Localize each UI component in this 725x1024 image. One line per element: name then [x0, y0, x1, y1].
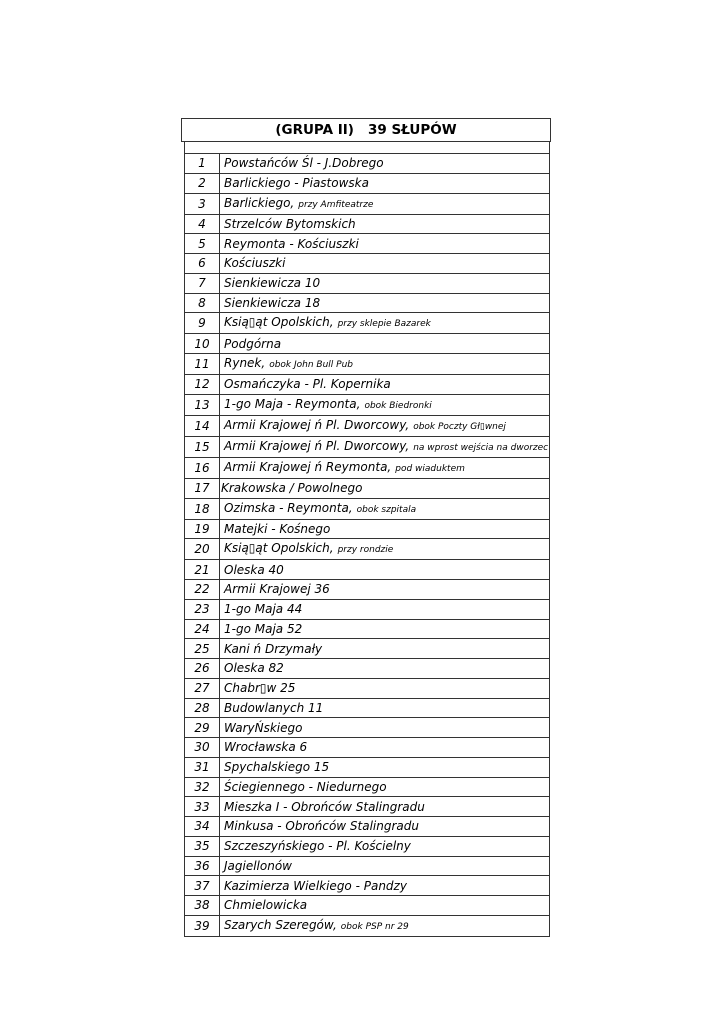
row-number: 35	[185, 836, 220, 856]
stop-name: Budowlanych 11	[224, 700, 324, 715]
stop-location	[220, 436, 550, 457]
table-row	[185, 539, 550, 560]
row-number: 12	[185, 375, 220, 395]
stop-location	[220, 718, 550, 738]
stop-name: Ściegiennego - Niedurnego	[224, 779, 387, 794]
stop-note: obok Biedronki	[364, 400, 432, 411]
stop-name: Mieszka I - Obrońców Stalingradu	[224, 799, 425, 814]
table-row	[185, 415, 550, 436]
stop-name: Oleska 40	[224, 562, 284, 577]
stop-note: przy sklepie Bazarek	[337, 319, 431, 330]
row-number: 3	[185, 193, 220, 214]
row-number: 27	[185, 678, 220, 698]
row-number: 36	[185, 856, 220, 876]
stop-name: Reymonta - Kościuszki	[224, 236, 359, 251]
stop-name: Sienkiewicza 10	[224, 276, 321, 291]
stop-name: Armii Krajowej ń Pl. Dworcowy,	[224, 438, 410, 453]
row-number: 21	[185, 560, 220, 580]
stop-location	[220, 173, 550, 193]
table-row	[185, 599, 550, 619]
stop-location	[220, 678, 550, 698]
stop-name: Barlickiego,	[224, 195, 295, 210]
row-number: 23	[185, 599, 220, 619]
table-row	[185, 896, 550, 916]
row-number: 17	[185, 478, 220, 498]
stop-location	[220, 876, 550, 896]
row-number: 25	[185, 639, 220, 659]
table-row	[185, 293, 550, 313]
row-number: 33	[185, 797, 220, 817]
table-row	[185, 698, 550, 718]
table-row	[185, 457, 550, 478]
stop-location	[220, 738, 550, 758]
stop-name: Ozimska - Reymonta,	[224, 500, 353, 515]
stop-name: Strzelców Bytomskich	[224, 216, 356, 231]
table-row	[185, 560, 550, 580]
stop-name: Chmielowicka	[224, 898, 308, 913]
row-number: 13	[185, 394, 220, 415]
stop-location	[220, 777, 550, 797]
stop-location	[220, 619, 550, 639]
table-row	[185, 394, 550, 415]
stop-name: Barlickiego - Piastowska	[224, 176, 369, 191]
stop-name: Kani ń Drzymały	[224, 641, 323, 656]
table-row	[185, 193, 550, 214]
row-number: 22	[185, 580, 220, 600]
stop-name: Podgórna	[224, 336, 282, 351]
stop-name: Ksią▯ąt Opolskich,	[224, 315, 334, 330]
stop-name: Wrocławska 6	[224, 740, 308, 755]
row-number: 6	[185, 254, 220, 274]
stop-name: Minkusa - Obrońców Stalingradu	[224, 819, 419, 834]
row-number: 30	[185, 738, 220, 758]
table-row	[185, 214, 550, 234]
stop-location	[220, 394, 550, 415]
stop-note: obok John Bull Pub	[269, 360, 354, 370]
table-row	[185, 797, 550, 817]
stop-location	[220, 214, 550, 234]
stop-name: Szczeszyńskiego - Pl. Kościelny	[224, 839, 411, 854]
stop-location	[220, 254, 550, 274]
table-row	[185, 619, 550, 639]
stop-name: Matejki - Kośnego	[224, 521, 331, 536]
stop-location	[220, 375, 550, 395]
stop-name: Krakowska / Powolnego	[221, 481, 363, 496]
stop-location	[220, 234, 550, 254]
row-number: 11	[185, 354, 220, 375]
row-number: 28	[185, 698, 220, 718]
stop-name: Armii Krajowej ń Reymonta,	[224, 459, 392, 474]
table-row	[185, 876, 550, 896]
table-row	[185, 718, 550, 738]
stop-name: Kazimierza Wielkiego - Pandzy	[224, 878, 407, 893]
stop-location	[220, 797, 550, 817]
table-row	[185, 313, 550, 334]
table-row	[185, 519, 550, 539]
row-number: 24	[185, 619, 220, 639]
row-number: 31	[185, 757, 220, 777]
row-number: 37	[185, 876, 220, 896]
table-row	[185, 678, 550, 698]
row-number: 26	[185, 659, 220, 679]
stop-name: WaryŃskiego	[224, 720, 303, 735]
row-number: 18	[185, 498, 220, 519]
row-number: 39	[185, 915, 220, 936]
stop-location	[220, 415, 550, 436]
stop-location	[220, 560, 550, 580]
table-row	[185, 478, 550, 498]
stop-name: Armii Krajowej ń Pl. Dworcowy,	[224, 417, 410, 432]
stop-name: Chabr▯w 25	[224, 681, 296, 696]
stop-location	[220, 478, 550, 498]
stop-location	[220, 457, 550, 478]
table-row	[185, 856, 550, 876]
stop-note: przy rondzie	[337, 545, 394, 556]
table-row	[185, 757, 550, 777]
stop-name: Szarych Szeregów,	[224, 917, 337, 932]
row-number: 38	[185, 896, 220, 916]
stop-location	[220, 915, 550, 936]
stop-location	[220, 313, 550, 334]
stops-table	[184, 153, 550, 937]
stop-note: obok Poczty Gł▯wnej	[413, 421, 506, 432]
stop-location	[220, 639, 550, 659]
table-row	[185, 659, 550, 679]
row-number: 2	[185, 173, 220, 193]
table-row	[185, 915, 550, 936]
stop-name: Oleska 82	[224, 661, 284, 676]
table-row	[185, 777, 550, 797]
row-number: 19	[185, 519, 220, 539]
row-number: 9	[185, 313, 220, 334]
table-row	[185, 738, 550, 758]
stop-location	[220, 273, 550, 293]
table-row	[185, 234, 550, 254]
stop-note: obok szpitala	[356, 504, 417, 515]
stop-location	[220, 856, 550, 876]
stop-location	[220, 519, 550, 539]
table-row	[185, 154, 550, 174]
row-number: 32	[185, 777, 220, 797]
stop-location	[220, 817, 550, 837]
stop-location	[220, 354, 550, 375]
row-number: 7	[185, 273, 220, 293]
table-row	[185, 254, 550, 274]
stop-location	[220, 757, 550, 777]
table-row	[185, 334, 550, 354]
stop-location	[220, 580, 550, 600]
page-title: (GRUPA II) 39 SŁUPÓW	[181, 118, 551, 142]
row-number: 16	[185, 457, 220, 478]
stop-name: 1-go Maja 44	[224, 602, 303, 617]
stop-location	[220, 293, 550, 313]
stops-table-body	[185, 154, 550, 937]
table-row	[185, 498, 550, 519]
stop-location	[220, 698, 550, 718]
table-row	[185, 273, 550, 293]
row-number: 29	[185, 718, 220, 738]
table-row	[185, 836, 550, 856]
stop-note: pod wiaduktem	[395, 463, 465, 474]
stop-location	[220, 896, 550, 916]
row-number: 5	[185, 234, 220, 254]
stop-name: Powstańców Śl - J.Dobrego	[224, 156, 384, 171]
table-row	[185, 375, 550, 395]
stop-name: Sienkiewicza 18	[224, 295, 321, 310]
row-number: 4	[185, 214, 220, 234]
stop-location	[220, 659, 550, 679]
stop-name: Spychalskiego 15	[224, 760, 330, 775]
row-number: 14	[185, 415, 220, 436]
stop-location	[220, 498, 550, 519]
stop-name: Jagiellonów	[224, 858, 292, 873]
stop-location	[220, 154, 550, 174]
stop-note: obok PSP nr 29	[340, 921, 409, 932]
stop-name: Osmańczyka - Pl. Kopernika	[224, 377, 391, 392]
stop-location	[220, 836, 550, 856]
table-row	[185, 436, 550, 457]
stop-name: Rynek,	[224, 356, 266, 370]
row-number: 10	[185, 334, 220, 354]
table-row	[185, 817, 550, 837]
table-row	[185, 173, 550, 193]
row-number: 20	[185, 539, 220, 560]
stop-name: Armii Krajowej 36	[224, 582, 330, 597]
table-row	[185, 354, 550, 375]
stop-name: 1-go Maja 52	[224, 621, 303, 636]
stop-name: Kościuszki	[224, 256, 286, 271]
row-number: 1	[185, 154, 220, 174]
stop-name: 1-go Maja - Reymonta,	[224, 396, 361, 411]
row-number: 8	[185, 293, 220, 313]
stop-location	[220, 599, 550, 619]
row-number: 34	[185, 817, 220, 837]
stop-name: Ksią▯ąt Opolskich,	[224, 541, 334, 556]
stop-location	[220, 539, 550, 560]
stop-location	[220, 193, 550, 214]
stop-note: na wprost wejścia na dworzec	[413, 442, 549, 453]
row-number: 15	[185, 436, 220, 457]
table-row	[185, 639, 550, 659]
table-row	[185, 580, 550, 600]
stop-location	[220, 334, 550, 354]
stop-note: przy Amfiteatrze	[298, 199, 374, 210]
